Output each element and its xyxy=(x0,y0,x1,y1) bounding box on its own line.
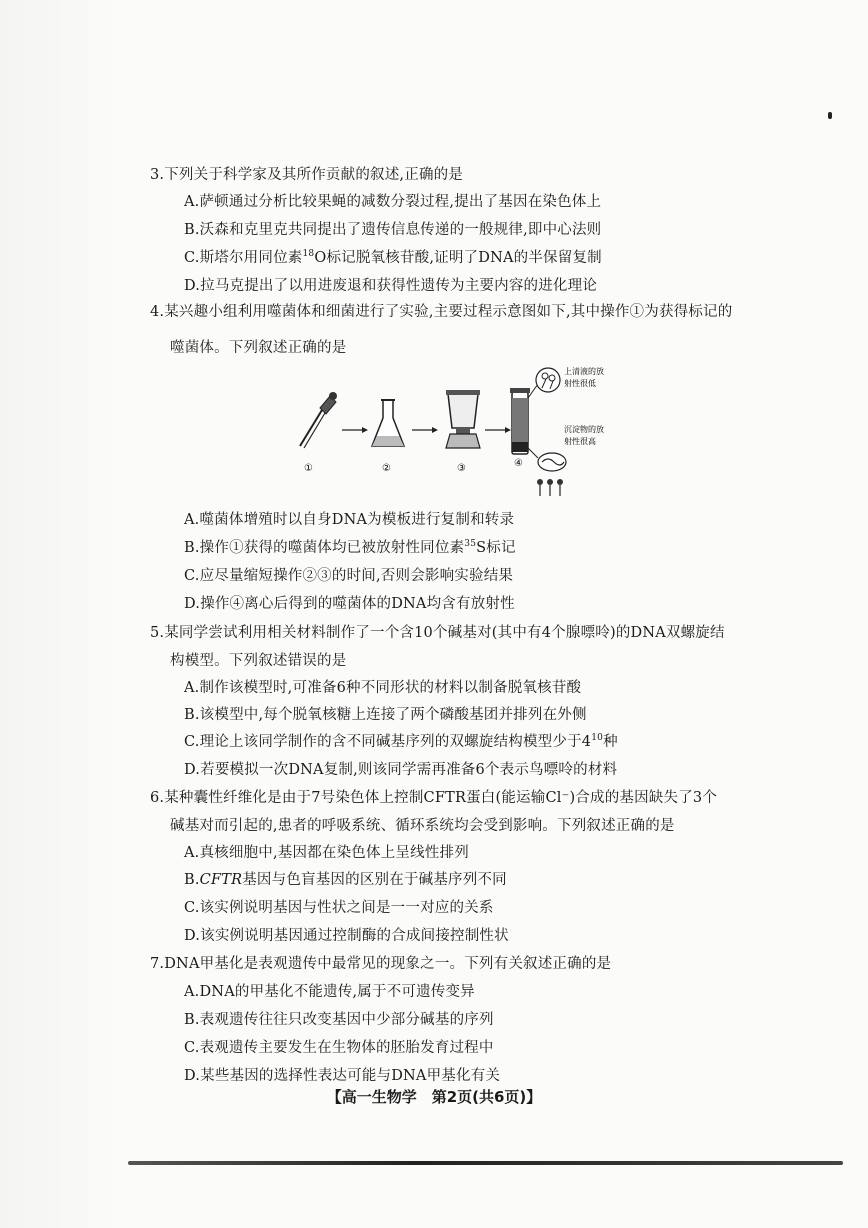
scan-speck xyxy=(828,112,832,119)
q3-option-d: D.拉马克提出了以用进废退和获得性遗传为主要内容的进化理论 xyxy=(184,278,598,294)
q7-option-b: B.表观遗传往往只改变基因中少部分碱基的序列 xyxy=(184,1012,494,1028)
scan-bottom-edge xyxy=(128,1161,843,1165)
q5-option-b: B.该模型中,每个脱氧核糖上连接了两个磷酸基团并排列在外侧 xyxy=(184,707,587,723)
q5-stem-line1: 5.某同学尝试利用相关材料制作了一个含10个碱基对(其中有4个腺嘌呤)的DNA双螺旋结 xyxy=(150,625,725,641)
supernatant-label-2: 射性很低 xyxy=(564,379,596,388)
supernatant-label-1: 上清液的放 xyxy=(564,367,604,376)
q6-stem-line2: 碱基对而引起的,患者的呼吸系统、循环系统均会受到影响。下列叙述正确的是 xyxy=(170,818,675,834)
q7-option-d: D.某些基因的选择性表达可能与DNA甲基化有关 xyxy=(184,1068,501,1084)
q6-option-c: C.该实例说明基因与性状之间是一一对应的关系 xyxy=(184,900,494,916)
step-4-label: ④ xyxy=(514,458,523,469)
phage-experiment-diagram xyxy=(290,358,620,503)
page-footer: 【高一生物学 第2页(共6页)】 xyxy=(326,1088,542,1106)
q5-option-d: D.若要模拟一次DNA复制,则该同学需再准备6个表示鸟嘌呤的材料 xyxy=(184,762,618,778)
phage-cluster-icon xyxy=(537,479,563,496)
q6-option-b: B.CFTR基因与色盲基因的区别在于碱基序列不同 xyxy=(184,872,507,888)
step-2-label: ② xyxy=(382,463,391,474)
q4-stem-line1: 4.某兴趣小组利用噬菌体和细菌进行了实验,主要过程示意图如下,其中操作①为获得标记的 xyxy=(150,304,733,320)
q7-option-c: C.表观遗传主要发生在生物体的胚胎发育过程中 xyxy=(184,1040,494,1056)
q3-stem: 3.下列关于科学家及其所作贡献的叙述,正确的是 xyxy=(150,167,464,183)
q3-option-a: A.萨顿通过分析比较果蝇的减数分裂过程,提出了基因在染色体上 xyxy=(184,194,602,210)
q4-option-b: B.操作①获得的噬菌体均已被放射性同位素$^{35}$S标记 xyxy=(184,539,516,556)
step-1-label: ① xyxy=(304,463,313,474)
q7-option-a: A.DNA的甲基化不能遗传,属于不可遗传变异 xyxy=(184,984,475,1000)
arrow-2-icon xyxy=(412,427,438,433)
supernatant-zoom-icon xyxy=(528,368,560,398)
q4-option-a: A.噬菌体增殖时以自身DNA为模板进行复制和转录 xyxy=(184,512,515,528)
q6-option-a: A.真核细胞中,基因都在染色体上呈线性排列 xyxy=(184,845,469,861)
q5-option-a: A.制作该模型时,可准备6种不同形状的材料以制备脱氧核苷酸 xyxy=(184,680,582,696)
q3-option-c: C.斯塔尔用同位素$^{18}$O标记脱氧核苷酸,证明了DNA的半保留复制 xyxy=(184,249,602,266)
q7-stem: 7.DNA甲基化是表观遗传中最常见的现象之一。下列有关叙述正确的是 xyxy=(150,956,612,972)
step-3-label: ③ xyxy=(457,463,466,474)
q5-stem-line2: 构模型。下列叙述错误的是 xyxy=(170,653,347,669)
scan-shadow xyxy=(0,0,125,1228)
q3-option-b: B.沃森和克里克共同提出了遗传信息传递的一般规律,即中心法则 xyxy=(184,222,602,238)
q4-option-d: D.操作④离心后得到的噬菌体的DNA均含有放射性 xyxy=(184,596,515,612)
blender-icon xyxy=(446,390,480,448)
precipitate-label-2: 射性很高 xyxy=(564,437,596,446)
pipette-icon xyxy=(300,392,337,448)
arrow-3-icon xyxy=(485,427,511,433)
centrifuge-tube-icon xyxy=(510,388,530,454)
arrow-1-icon xyxy=(342,427,368,433)
q4-option-c: C.应尽量缩短操作②③的时间,否则会影响实验结果 xyxy=(184,568,514,584)
q6-option-d: D.该实例说明基因通过控制酶的合成间接控制性状 xyxy=(184,928,509,944)
precipitate-zoom-icon xyxy=(528,448,566,496)
flask-icon xyxy=(372,400,404,446)
q5-option-c: C.理论上该同学制作的含不同碱基序列的双螺旋结构模型少于$4^{10}$种 xyxy=(184,733,618,750)
precipitate-label-1: 沉淀物的放 xyxy=(564,425,604,434)
q4-stem-line2: 噬菌体。下列叙述正确的是 xyxy=(170,340,347,356)
q6-stem-line1: 6.某种囊性纤维化是由于7号染色体上控制CFTR蛋白(能运输Cl⁻)合成的基因缺失了3个 xyxy=(150,790,718,806)
